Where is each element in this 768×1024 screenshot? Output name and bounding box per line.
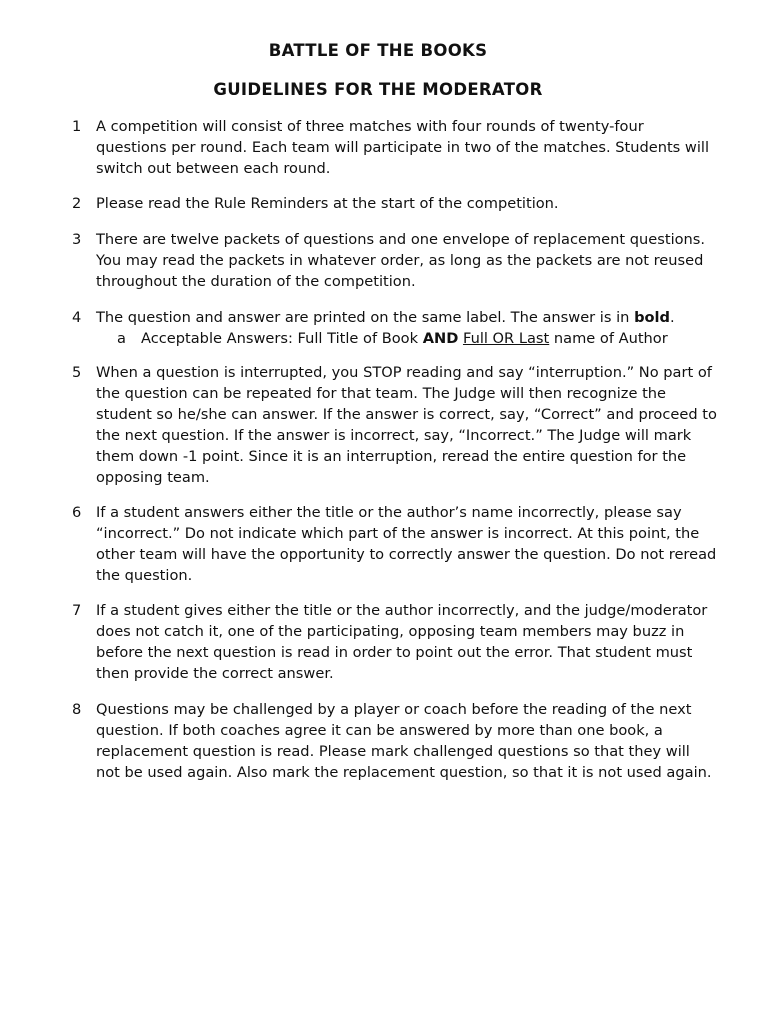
item-number: 7 (72, 602, 82, 619)
item-number: 3 (72, 231, 82, 248)
sub-item-text-plain: Acceptable Answers: Full Title of Book (141, 330, 423, 347)
item-number: 4 (72, 309, 82, 326)
item-number: 5 (72, 364, 82, 381)
item-text: Please read the Rule Reminders at the start of the competition. (96, 195, 559, 212)
item-text: If a student answers either the title or the author’s name incorrectly, please say “incorrect.” Do not indicate which part of the answer is incorrect. At this point, the other team will have the opportunity to correctly answer the question. Do not reread the question. (96, 504, 717, 584)
item-number: 8 (72, 701, 82, 718)
item-text-end: . (669, 309, 675, 326)
item-text: There are twelve packets of questions and one envelope of replacement questions. You may read the packets in whatever order, as long as the packets are not reused throughout the duration of the competition. (96, 231, 706, 290)
item-text: Questions may be challenged by a player or coach before the reading of the next question. If both coaches agree it can be answered by more than one book, a replacement question is read. Please mark challenged questions so that they will not be used again. Also mark the replacement question, so that it is not used again. (96, 701, 712, 781)
item-number: 1 (72, 118, 82, 135)
sub-item-text-underline: Full OR Last (462, 330, 550, 347)
item-text: If a student gives either the title or the author incorrectly, and the judge/moderator does not catch it, one of the participating, opposing team members may buzz in before the next question is read in order to point out the error. That student must then provide the correct answer. (96, 602, 708, 682)
sub-item-a (117, 328, 717, 349)
item-text (96, 307, 718, 328)
sub-item-text-bold: AND (422, 330, 459, 347)
item-number: 2 (72, 195, 82, 212)
sub-item-text-end: name of Author (549, 330, 668, 347)
item-text: A competition will consist of three matches with four rounds of twenty-four questions per round. Each team will participate in two of the matches. Students will switch out between each round. (96, 118, 710, 177)
document-title: BATTLE OF THE BOOKS (268, 41, 488, 60)
item-text-plain: The question and answer are printed on the same label. The answer is in (96, 309, 635, 326)
sub-item-letter: a (117, 330, 126, 347)
item-number: 6 (72, 504, 82, 521)
item-text: When a question is interrupted, you STOP reading and say “interruption.” No part of the question can be repeated for that team. The Judge will then recognize the student so he/she can answer. If the answer is correct, say, “Correct” and proceed to the next question. If the answer is incorrect, say, “Incorrect.” The Judge will mark them down -1 point. Since it is an interruption, reread the entire question for the opposing team. (96, 364, 717, 486)
item-text-bold: bold (634, 309, 670, 326)
document-subtitle: GUIDELINES FOR THE MODERATOR (213, 80, 543, 99)
